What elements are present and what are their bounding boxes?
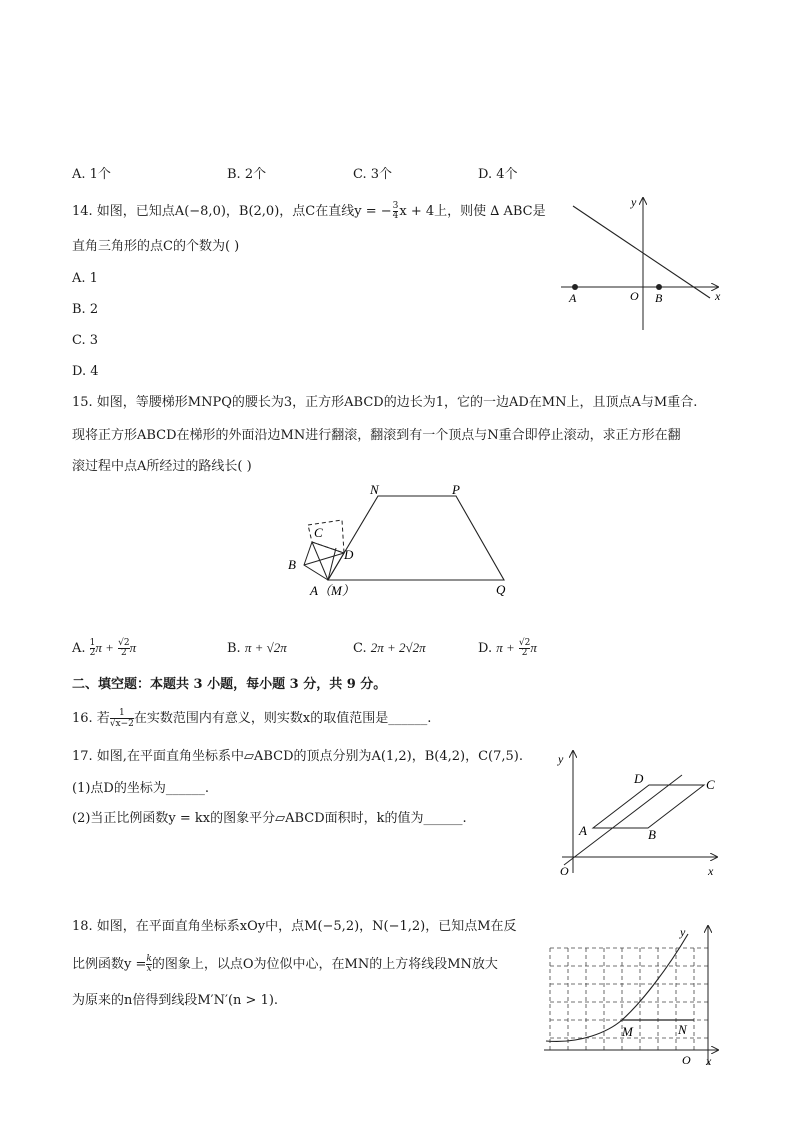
q17-stem: 17. 如图,在平面直角坐标系中▱ABCD的顶点分别为A(1,2)，B(4,2)，C(7,5).	[72, 749, 523, 764]
q14-frac-num: 3	[392, 201, 399, 211]
q15-option-a-frac1-num: 1	[89, 638, 96, 648]
q13-option-d: D. 4个	[478, 167, 518, 182]
q18-label-x: x	[706, 1054, 712, 1068]
q15-label-n: N	[370, 482, 379, 497]
q18-label-y: y	[680, 925, 686, 939]
q16-frac-num: 1	[110, 708, 134, 719]
q17-label-c: C	[706, 777, 715, 792]
q16-head: 16. 若	[72, 711, 110, 726]
q18-line2-head: 比例函数y =	[72, 957, 147, 972]
q14-label-o: O	[630, 289, 639, 303]
q14-point-b	[656, 284, 662, 290]
q15-label-b: B	[288, 557, 296, 572]
q13-option-b: B. 2个	[227, 167, 267, 182]
q13-option-c: C. 3个	[353, 167, 393, 182]
q18-curve	[546, 934, 688, 1041]
q14-line	[573, 206, 710, 298]
q17-kx-line	[564, 775, 682, 865]
q18-line1: 18. 如图，在平面直角坐标系xOy中，点M(−5,2)，N(−1,2)，已知点M在反	[72, 919, 517, 934]
q14-label-a: A	[569, 291, 577, 305]
q18-frac-den: x	[146, 964, 152, 974]
q15-option-d-frac-den: 2	[521, 648, 528, 658]
q15-stem-line2: 现将正方形ABCD在梯形的外面沿边MN进行翻滚，翻滚到有一个顶点与N重合即停止滚动，求正方形在翻	[72, 428, 681, 443]
q14-option-b: B. 2	[72, 302, 99, 317]
q15-option-c-text: 2π + 2√2π	[370, 640, 426, 655]
q15-label-p: P	[452, 482, 460, 497]
q15-option-a-label: A.	[72, 641, 86, 656]
q18-label-o: O	[682, 1053, 691, 1067]
q15-figure	[280, 478, 520, 603]
q14-stem-head: 14. 如图，已知点A(−8,0)，B(2,0)，点C在直线y = −	[72, 204, 392, 219]
q14-label-b: B	[655, 291, 663, 305]
q15-option-a	[72, 637, 136, 660]
q15-option-a-frac2-den: 2	[120, 648, 127, 658]
q14-option-c: C. 3	[72, 333, 99, 348]
q15-stem-line1: 15. 如图，等腰梯形MNPQ的腰长为3，正方形ABCD的边长为1，它的一边AD在MN上，且顶点A与M重合.	[72, 395, 698, 410]
q16-frac-den: √x−2	[109, 719, 134, 729]
q15-trapezoid	[328, 496, 504, 580]
q14-frac-den: 4	[392, 211, 399, 221]
q14-stem-line1	[72, 202, 546, 221]
q18-line2-tail: 的图象上，以点O为位似中心，在MN的上方将线段MN放大	[151, 957, 498, 972]
q18-line2	[72, 953, 498, 977]
q14-option-a: A. 1	[72, 271, 98, 286]
q15-option-a-frac2	[118, 639, 129, 658]
q18-line3: 为原来的n倍得到线段M′N′(n > 1).	[72, 993, 279, 1008]
q15-square-solid	[304, 542, 344, 580]
q15-label-q: Q	[496, 582, 506, 597]
q15-option-b-label: B.	[227, 641, 241, 656]
q17-part2: (2)当正比例函数y = kx的图象平分▱ABCD面积时，k的值为______.	[72, 811, 467, 826]
q15-option-b-text: π + √2π	[244, 640, 287, 655]
q15-option-c	[353, 639, 426, 658]
q18-label-n: N	[678, 1022, 687, 1037]
q15-option-b	[227, 639, 287, 658]
q17-part1: (1)点D的坐标为______.	[72, 781, 209, 796]
q17-label-d: D	[634, 771, 644, 786]
q15-option-d	[478, 637, 537, 660]
q15-label-c: C	[314, 525, 323, 540]
q18-figure	[540, 920, 725, 1070]
q15-option-d-frac-num: √2	[518, 638, 531, 648]
q14-point-a	[572, 284, 578, 290]
q14-stem-tail: x + 4上，则使 ∆ ABC是	[399, 204, 546, 219]
q17-label-a: A	[579, 823, 587, 838]
q18-frac-num: k	[146, 954, 152, 964]
q15-option-c-label: C.	[353, 641, 367, 656]
q15-option-a-frac1-den: 2	[89, 648, 96, 658]
section-2-heading: 二、填空题：本题共 3 小题，每小题 3 分，共 9 分。	[72, 677, 387, 692]
q14-label-y: y	[631, 195, 637, 209]
q16-frac	[110, 708, 134, 729]
q15-option-a-frac2-num: √2	[118, 638, 130, 648]
q14-stem-line2: 直角三角形的点C的个数为( )	[72, 239, 240, 254]
q17-label-y: y	[558, 752, 564, 766]
q18-label-m: M	[622, 1024, 633, 1039]
q15-label-d: D	[344, 547, 354, 562]
q13-option-a: A. 1个	[72, 167, 111, 182]
q14-label-x: x	[715, 289, 721, 303]
q17-label-b: B	[648, 827, 656, 842]
q15-diag3	[328, 548, 336, 580]
q17-label-x: x	[708, 864, 714, 878]
q17-parallelogram	[593, 785, 704, 828]
q15-option-d-pi: π +	[496, 640, 515, 655]
q15-option-d-label: D.	[478, 641, 493, 656]
q14-figure	[555, 190, 730, 335]
q17-label-o: O	[560, 864, 569, 878]
q16-tail: 在实数范围内有意义，则实数x的取值范围是______.	[133, 711, 432, 726]
q17-figure	[552, 745, 727, 880]
q15-option-d-frac	[519, 639, 530, 658]
q15-label-am: A（M）	[310, 583, 355, 598]
q15-option-d-tail: π	[530, 640, 537, 655]
q15-option-a-tail: π	[129, 640, 137, 655]
q15-stem-line3: 滚过程中点A所经过的路线长( )	[72, 459, 252, 474]
q14-frac	[393, 202, 399, 221]
q16-stem	[72, 706, 431, 732]
q15-diag2	[312, 542, 328, 580]
q15-option-a-pi: π +	[95, 640, 114, 655]
q14-option-d: D. 4	[72, 364, 99, 379]
